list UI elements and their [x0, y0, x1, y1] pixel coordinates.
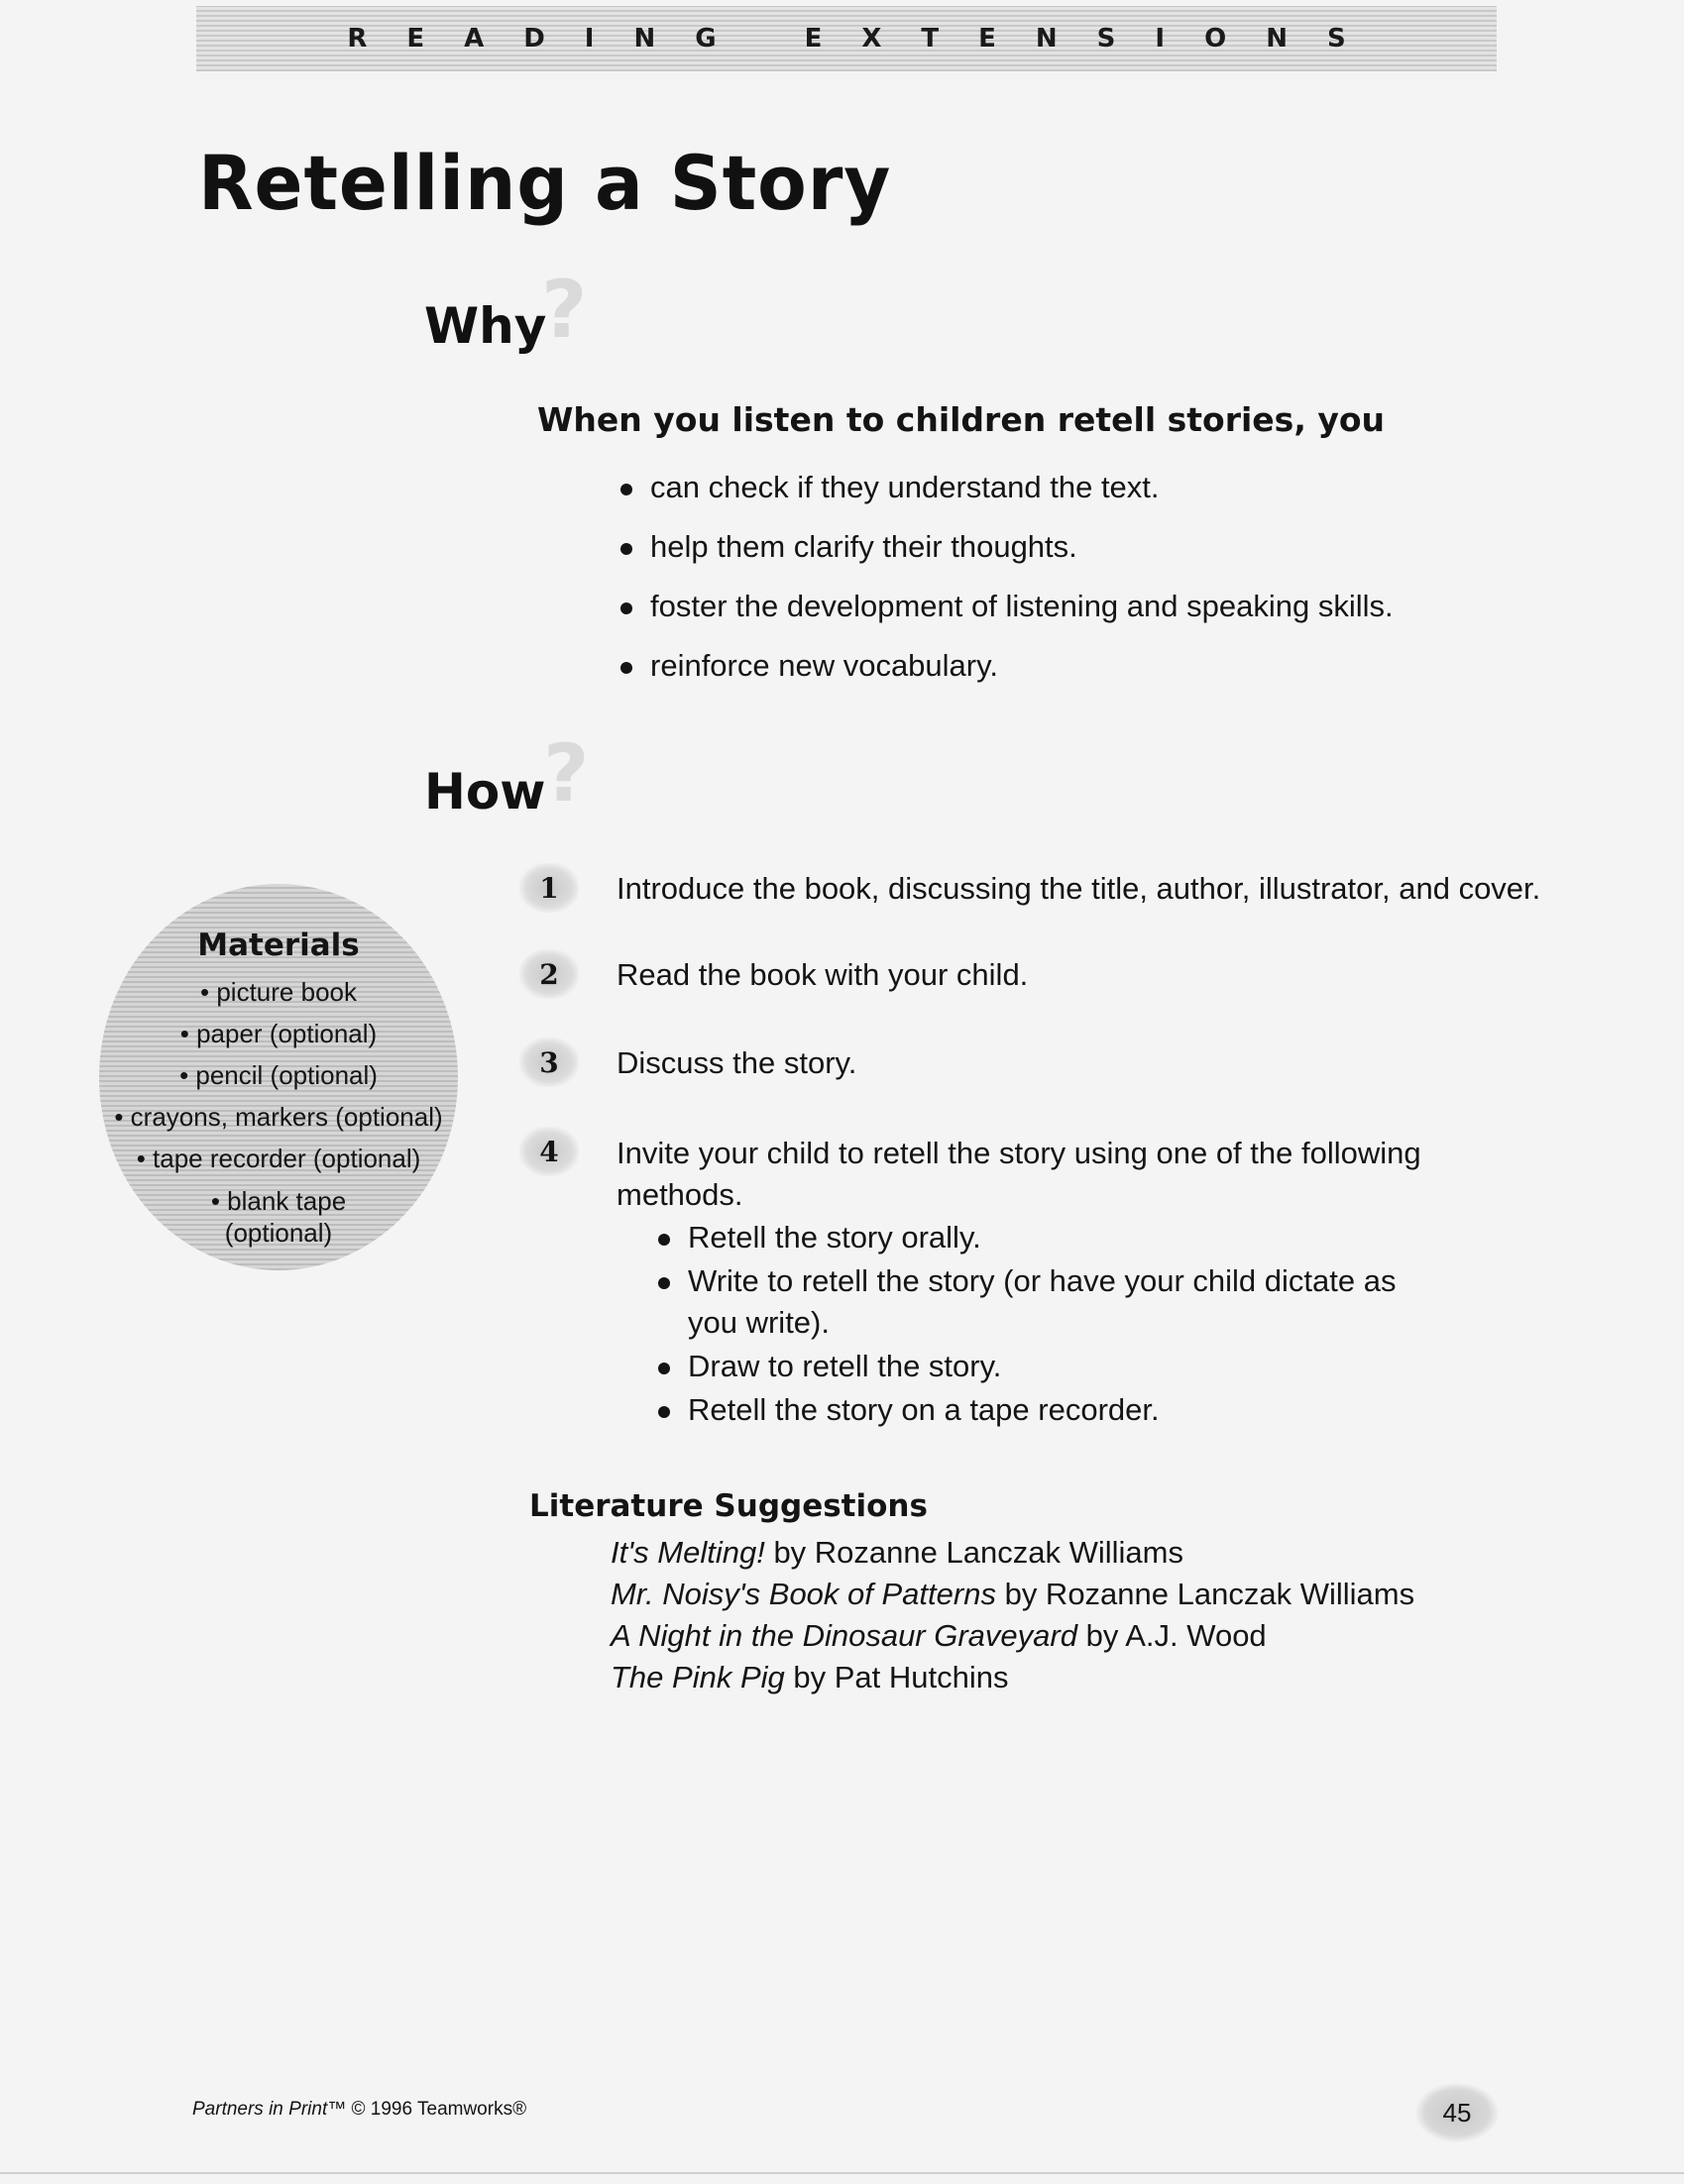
materials-list [99, 971, 458, 1249]
book-author: by A.J. Wood [1085, 1618, 1267, 1653]
materials-item: • crayons, markers (optional) [114, 1102, 443, 1132]
step-number-badge: 2 [519, 949, 579, 999]
page-footer [192, 2099, 526, 2121]
why-list-item: foster the development of listening and speaking skills. [620, 587, 1394, 646]
banner-text: READING EXTENSIONS [347, 24, 1386, 54]
book-title: A Night in the Dinosaur Graveyard [611, 1618, 1077, 1653]
why-list [620, 468, 1394, 706]
literature-item [611, 1657, 1414, 1698]
publication-name: Partners in Print™ [192, 2099, 347, 2120]
page-number: 45 [1415, 2083, 1499, 2142]
literature-item [611, 1615, 1414, 1657]
question-mark-icon: ? [543, 727, 590, 819]
how-heading: How [424, 763, 546, 820]
literature-item [611, 1574, 1414, 1615]
book-title: Mr. Noisy's Book of Patterns [611, 1577, 996, 1611]
page-edge-divider [0, 2172, 1684, 2174]
step-number-badge: 3 [519, 1037, 579, 1087]
step-text: Discuss the story. [617, 1045, 857, 1080]
book-author: by Rozanne Lanczak Williams [1004, 1577, 1415, 1611]
materials-item: • pencil (optional) [179, 1060, 378, 1090]
book-title: The Pink Pig [611, 1660, 785, 1694]
retell-method-item: Retell the story on a tape recorder. [658, 1389, 1451, 1431]
literature-heading: Literature Suggestions [529, 1488, 928, 1524]
question-mark-icon: ? [541, 264, 588, 356]
why-list-item: reinforce new vocabulary. [620, 646, 1394, 706]
retell-methods-list [658, 1217, 1451, 1433]
retell-method-item: Retell the story orally. [658, 1217, 1451, 1258]
materials-sidebar [99, 884, 458, 1270]
copyright-notice: © 1996 Teamworks® [351, 2099, 527, 2120]
step-number-badge: 4 [519, 1127, 579, 1176]
step-number-badge: 1 [519, 863, 579, 913]
why-list-item: help them clarify their thoughts. [620, 527, 1394, 587]
book-title: It's Melting! [611, 1535, 765, 1570]
step-text: Introduce the book, discussing the title, author, illustrator, and cover. [617, 871, 1541, 906]
materials-item: • tape recorder (optional) [136, 1144, 421, 1173]
materials-title: Materials [197, 928, 360, 963]
book-author: by Rozanne Lanczak Williams [773, 1535, 1183, 1570]
materials-item: • paper (optional) [179, 1019, 378, 1048]
why-list-item: can check if they understand the text. [620, 468, 1394, 527]
step-text: Read the book with your child. [617, 957, 1029, 992]
literature-item [611, 1532, 1414, 1574]
materials-item: • picture book [200, 977, 357, 1007]
step-text: Invite your child to retell the story using one of the following methods. [617, 1136, 1421, 1212]
materials-item: • blank tape (optional) [210, 1186, 347, 1248]
section-banner [196, 6, 1497, 71]
page-title: Retelling a Story [198, 139, 892, 227]
retell-method-item: Draw to retell the story. [658, 1346, 1451, 1387]
literature-list [611, 1532, 1414, 1698]
why-heading: Why [424, 297, 547, 355]
book-author: by Pat Hutchins [793, 1660, 1009, 1694]
retell-method-item: Write to retell the story (or have your child dictate as you write). [658, 1260, 1402, 1344]
why-lead: When you listen to children retell stories, you [537, 400, 1386, 439]
